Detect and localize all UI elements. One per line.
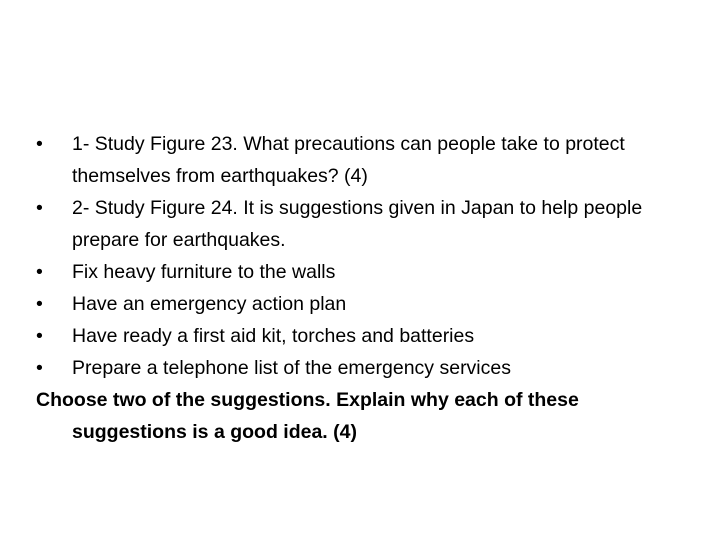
bullet-icon: • bbox=[36, 357, 43, 379]
bullet-icon: • bbox=[36, 325, 43, 347]
question-bullet-list bbox=[36, 128, 686, 384]
bullet-item-question-1 bbox=[36, 128, 686, 192]
bullet-icon: • bbox=[36, 133, 43, 155]
bullet-icon: • bbox=[36, 197, 43, 219]
bullet-icon: • bbox=[36, 261, 43, 283]
bullet-text: 2- Study Figure 24. It is suggestions given in Japan to help people prepare for earthquakes. bbox=[72, 197, 643, 251]
bullet-text: Have an emergency action plan bbox=[72, 293, 347, 315]
bullet-text: Prepare a telephone list of the emergency services bbox=[72, 357, 511, 379]
bullet-item-suggestion-action-plan bbox=[36, 288, 686, 320]
bullet-item-question-2 bbox=[36, 192, 686, 256]
bullet-item-suggestion-telephone-list bbox=[36, 352, 686, 384]
bullet-text: 1- Study Figure 23. What precautions can people take to protect themselves from earthquakes? (4) bbox=[72, 133, 625, 187]
bullet-icon: • bbox=[36, 293, 43, 315]
bullet-text: Have ready a first aid kit, torches and batteries bbox=[72, 325, 475, 347]
closing-instruction: Choose two of the suggestions. Explain why each of these suggestions is a good idea. (4) bbox=[36, 389, 579, 443]
bullet-item-suggestion-furniture bbox=[36, 256, 686, 288]
slide-content bbox=[36, 128, 686, 448]
bullet-text: Fix heavy furniture to the walls bbox=[72, 261, 336, 283]
bullet-item-suggestion-first-aid bbox=[36, 320, 686, 352]
